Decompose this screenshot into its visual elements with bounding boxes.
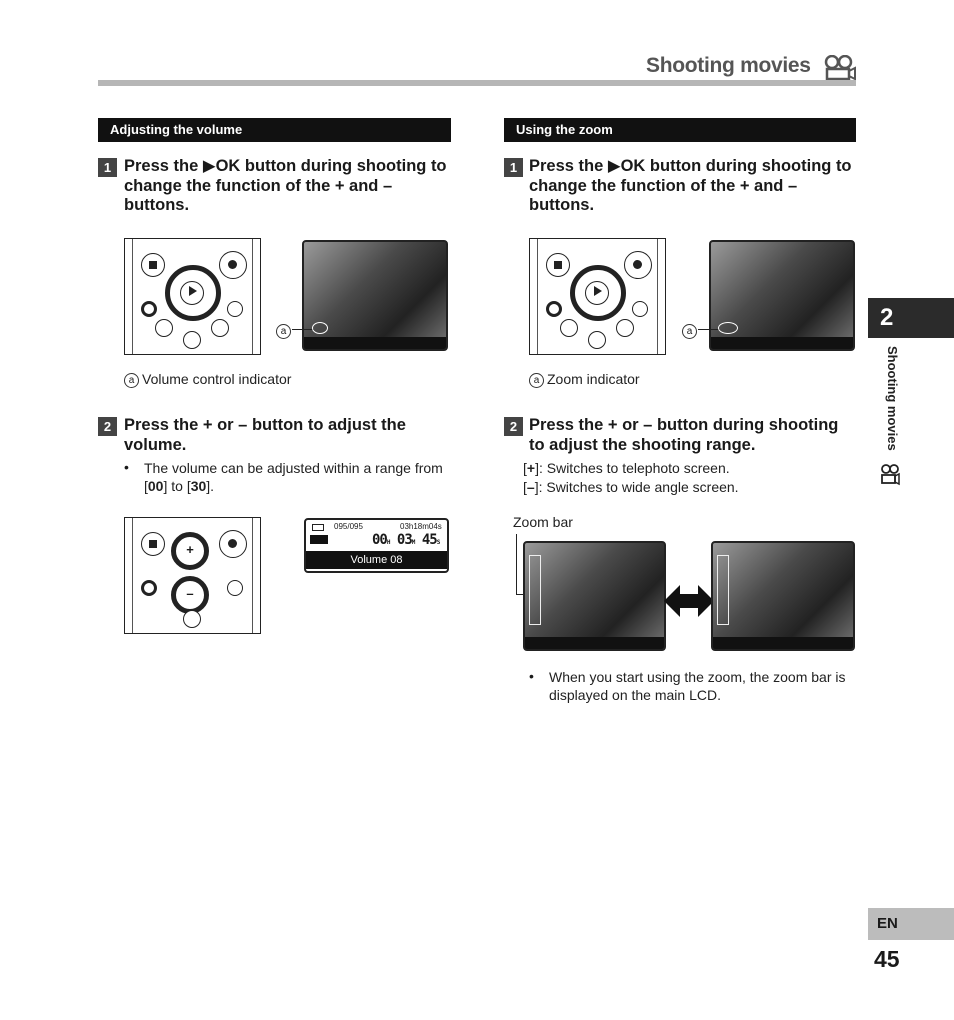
recorder-illustration-plus-minus	[124, 517, 261, 634]
zoom-bar-note: When you start using the zoom, the zoom bar is displayed on the main LCD.	[549, 669, 846, 703]
movie-camera-icon	[880, 464, 900, 486]
zoom-wide-preview	[711, 541, 855, 651]
step-number: 2	[504, 417, 523, 436]
mode-icon	[310, 535, 328, 544]
elapsed-time: 00H 03M 45S	[372, 532, 440, 548]
play-ok-icon	[180, 281, 204, 305]
header-divider	[98, 80, 856, 86]
movie-camera-icon	[822, 55, 856, 81]
step-number: 2	[98, 417, 117, 436]
zoom-telephoto-preview	[523, 541, 666, 651]
menu-button-icon	[141, 580, 157, 596]
volume-range-note: The volume can be adjusted within a range from [00] to [30].	[144, 460, 443, 494]
step-2-instruction: Press the + or – button during shooting to adjust the shooting range.	[529, 416, 839, 454]
section-heading-volume: Adjusting the volume	[98, 118, 451, 142]
battery-icon	[312, 524, 324, 531]
camera-screen-preview	[302, 240, 448, 351]
step-1-instruction: Press the ▶OK button during shooting to change the function of the + and – buttons.	[124, 157, 447, 214]
stop-button-icon	[546, 253, 570, 277]
menu-button-icon	[141, 301, 157, 317]
bullet-dot: •	[529, 668, 534, 684]
minus-button-highlight: –	[171, 576, 209, 614]
record-button-icon	[624, 251, 652, 279]
stop-button-icon	[141, 532, 165, 556]
plus-button-highlight: +	[171, 532, 209, 570]
play-icon: ▶	[607, 157, 621, 175]
volume-indicator-highlight	[312, 322, 328, 334]
step-number: 1	[504, 158, 523, 177]
double-arrow-icon	[664, 585, 714, 617]
zoom-bar-label: Zoom bar	[513, 514, 573, 530]
section-heading-zoom: Using the zoom	[504, 118, 856, 142]
callout-caption: a Zoom indicator	[529, 370, 640, 388]
stop-button-icon	[141, 253, 165, 277]
record-button-icon	[219, 251, 247, 279]
zoom-bar-icon	[529, 555, 541, 625]
camera-screen-preview	[709, 240, 855, 351]
play-icon: ▶	[202, 157, 216, 175]
volume-level: Volume 08	[306, 551, 447, 569]
zoom-bar-icon	[717, 555, 729, 625]
step-1-instruction: Press the ▶OK button during shooting to change the function of the + and – buttons.	[529, 157, 852, 214]
step-number: 1	[98, 158, 117, 177]
play-ok-icon	[585, 281, 609, 305]
callout-caption: a Volume control indicator	[124, 370, 291, 388]
record-button-icon	[219, 530, 247, 558]
recorder-illustration	[124, 238, 261, 355]
page-title: Shooting movies	[646, 54, 811, 77]
zoom-indicator-highlight	[718, 322, 738, 334]
callout-marker: a	[682, 322, 700, 340]
language-tab: EN	[868, 908, 954, 940]
menu-button-icon	[546, 301, 562, 317]
chapter-tab: 2	[868, 298, 954, 338]
bullet-dot: •	[124, 459, 129, 475]
callout-marker: a	[276, 322, 294, 340]
telephoto-note: [+]: Switches to telephoto screen.	[523, 460, 730, 476]
volume-lcd-display: 095/095 03h18m04s 00H 03M 45S Volume 08	[304, 518, 449, 573]
step-2-instruction: Press the + or – button to adjust the volume.	[124, 416, 406, 454]
zoom-bar-leader-line	[516, 534, 517, 594]
page-number: 45	[874, 946, 900, 972]
chapter-side-label: Shooting movies	[885, 346, 900, 451]
recorder-illustration	[529, 238, 666, 355]
wide-angle-note: [–]: Switches to wide angle screen.	[523, 479, 739, 495]
